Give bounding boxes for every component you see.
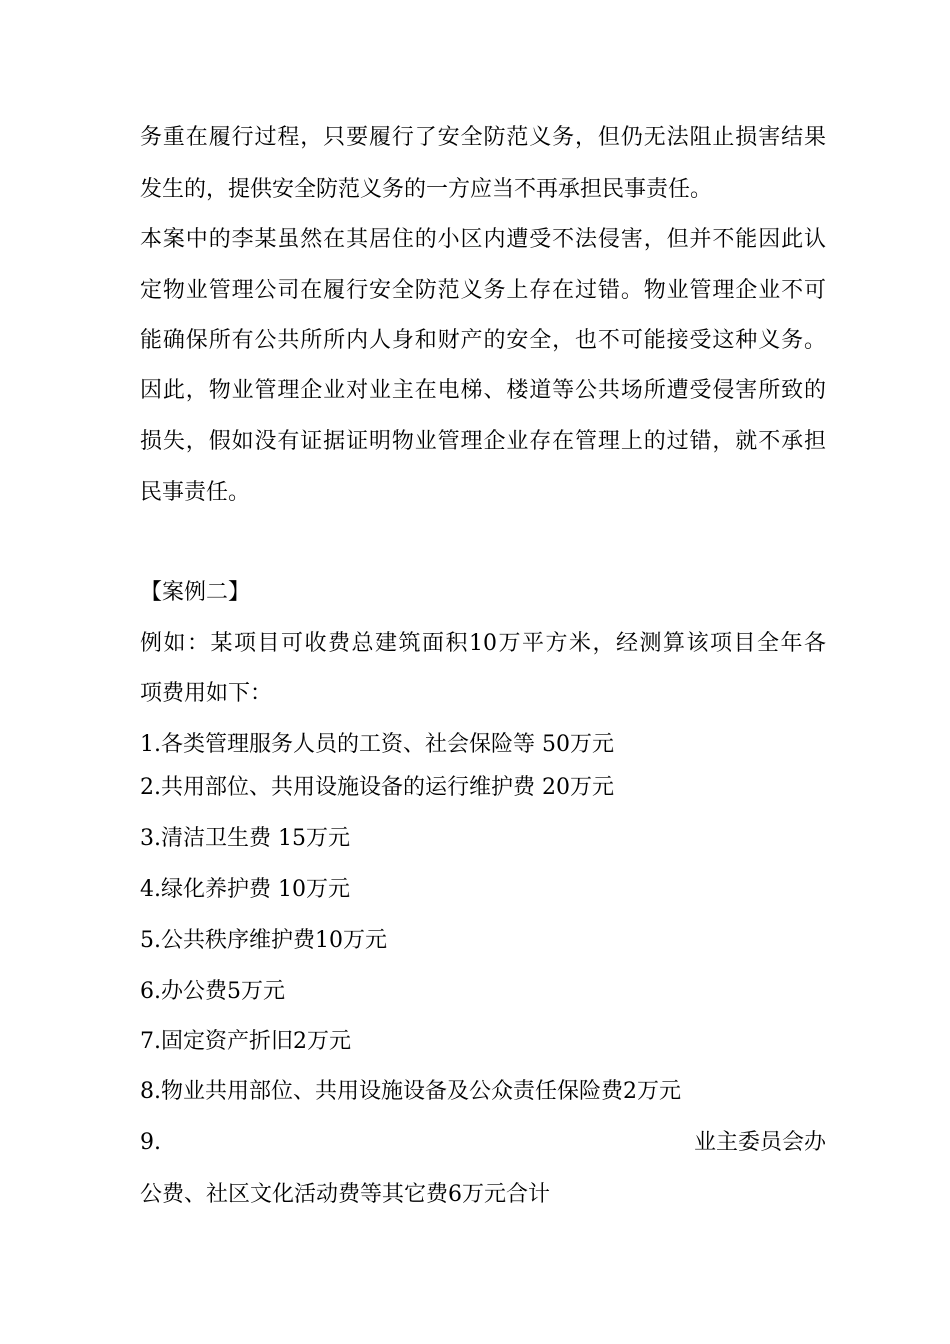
paragraph-2-line-3: 能确保所有公共所所内人身和财产的安全，也不可能接受这种义务。	[140, 328, 826, 353]
list-item-9	[140, 1128, 826, 1158]
case-intro-line-2: 项费用如下：	[140, 681, 273, 706]
paragraph-2-line-5: 损失，假如没有证据证明物业管理企业存在管理上的过错，就不承担	[140, 429, 826, 454]
paragraph-2-line-4: 因此，物业管理企业对业主在电梯、楼道等公共场所遭受侵害所致的	[140, 378, 826, 403]
list-item-9-number: 9.	[140, 1130, 161, 1155]
paragraph-1-line-1: 务重在履行过程，只要履行了安全防范义务，但仍无法阻止损害结果	[140, 125, 826, 150]
paragraph-2-line-1: 本案中的李某虽然在其居住的小区内遭受不法侵害，但并不能因此认	[140, 227, 826, 252]
list-item-8: 8.物业共用部位、共用设施设备及公众责任保险费2万元	[140, 1079, 681, 1104]
list-item-3: 3.清洁卫生费 15万元	[140, 826, 350, 851]
paragraph-2-line-2: 定物业管理公司在履行安全防范义务上存在过错。物业管理企业不可	[140, 278, 826, 303]
list-item-1: 1.各类管理服务人员的工资、社会保险等 50万元	[140, 732, 614, 757]
list-item-6: 6.办公费5万元	[140, 979, 285, 1004]
list-item-5: 5.公共秩序维护费10万元	[140, 928, 387, 953]
list-item-7: 7.固定资产折旧2万元	[140, 1029, 351, 1054]
list-item-2: 2.共用部位、共用设施设备的运行维护费 20万元	[140, 775, 614, 800]
list-item-9-continuation: 公费、社区文化活动费等其它费6万元合计	[140, 1182, 550, 1207]
list-item-9-right-text: 业主委员会办	[693, 1130, 826, 1155]
paragraph-1-line-2: 发生的，提供安全防范义务的一方应当不再承担民事责任。	[140, 177, 713, 202]
case-heading: 【案例二】	[140, 580, 251, 605]
paragraph-2-line-6: 民事责任。	[140, 480, 251, 505]
list-item-4: 4.绿化养护费 10万元	[140, 877, 350, 902]
case-intro-line-1: 例如：某项目可收费总建筑面积10万平方米，经测算该项目全年各	[140, 631, 826, 656]
